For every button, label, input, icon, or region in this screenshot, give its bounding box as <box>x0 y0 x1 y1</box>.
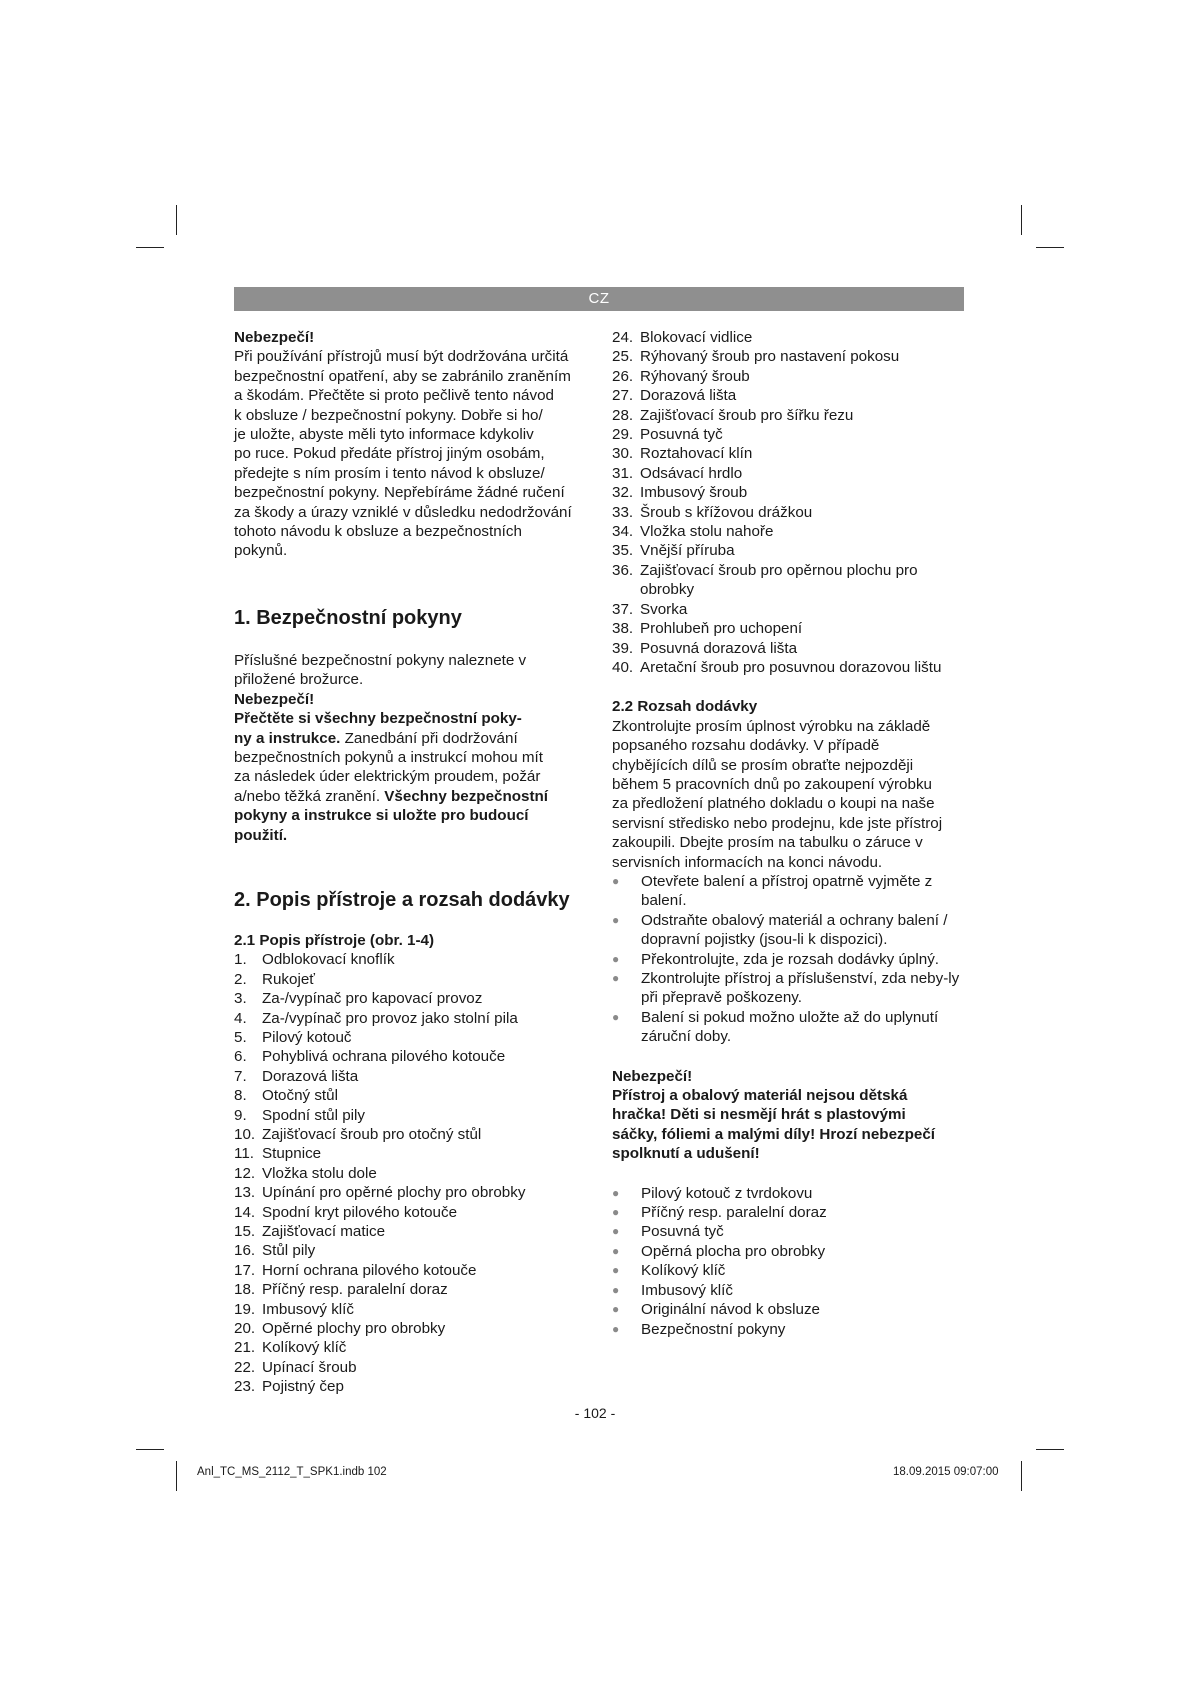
list-item-number: 30. <box>612 445 634 463</box>
text-line: Přečtěte si všechny bezpečnostní poky- <box>234 710 522 728</box>
list-item <box>234 989 594 1008</box>
warning-text <box>612 1086 964 1164</box>
bullet-item <box>612 969 964 1008</box>
list-item-text: Vložka stolu dole <box>262 1164 377 1182</box>
section-2-2-paragraph <box>612 717 964 872</box>
list-item-number: 36. <box>612 561 634 579</box>
list-item-number: 25. <box>612 348 634 366</box>
list-item-number: 28. <box>612 406 634 424</box>
text-line: pokyny a instrukce si uložte pro budoucí <box>234 807 529 825</box>
list-item <box>612 444 964 463</box>
text-line: Zkontrolujte prosím úplnost výrobku na základě <box>612 717 931 735</box>
footer-timestamp: 18.09.2015 09:07:00 <box>893 1466 999 1478</box>
list-item-text: Zajišťovací šroub pro opěrnou plochu pro obrobky <box>640 561 918 599</box>
list-item <box>234 1183 594 1202</box>
list-item-number: 35. <box>612 542 634 560</box>
bullet-icon: ● <box>612 1224 620 1239</box>
bullet-icon: ● <box>612 1302 620 1317</box>
list-item-number: 14. <box>234 1203 256 1221</box>
list-item-number: 19. <box>234 1300 256 1318</box>
text-line: popsaného rozsahu dodávky. V případě <box>612 737 880 755</box>
bold-span: Všechny bezpečnostní <box>384 787 549 805</box>
list-item <box>234 1106 594 1125</box>
bullet-text: Originální návod k obsluze <box>641 1301 820 1319</box>
bullet-item <box>612 1008 964 1047</box>
list-item-number: 27. <box>612 387 634 405</box>
list-item-text: Odblokovací knoflík <box>262 951 395 969</box>
parts-list <box>612 328 964 677</box>
list-item-text: Prohlubeň pro uchopení <box>640 620 803 638</box>
list-item-text: Zajišťovací šroub pro otočný stůl <box>262 1126 482 1143</box>
list-item-number: 20. <box>234 1320 256 1338</box>
list-item <box>612 541 964 560</box>
text-line: bezpečnostních pokynů a instrukcí mohou mít <box>234 748 543 766</box>
text-line: použití. <box>234 826 288 844</box>
list-item-text: Pilový kotouč <box>262 1028 352 1046</box>
delivery-contents-list <box>612 1184 964 1339</box>
text-line: zakoupili. Dbejte prosím na tabulku o záruce v <box>612 834 923 852</box>
list-item-text: Pojistný čep <box>262 1378 344 1396</box>
list-item-text: Rýhovaný šroub pro nastavení pokosu <box>640 348 900 366</box>
list-item <box>612 619 964 638</box>
intro-line: je uložte, abyste měli tyto informace kdykoliv <box>234 426 534 444</box>
bullet-text: Opěrná plocha pro obrobky <box>641 1242 826 1260</box>
list-item-number: 18. <box>234 1281 256 1299</box>
bullet-item <box>612 1222 964 1241</box>
list-item-text: Upínací šroub <box>262 1358 357 1376</box>
list-item <box>612 600 964 619</box>
text-line: chybějících dílů se prosím obraťte nejpozději <box>612 756 914 774</box>
list-item-text: Spodní kryt pilového kotouče <box>262 1203 458 1221</box>
section-1-warning-title: Nebezpečí! <box>234 690 315 708</box>
list-item <box>234 1319 594 1338</box>
list-item-text: Zajišťovací šroub pro šířku řezu <box>640 406 854 424</box>
list-item-number: 22. <box>234 1358 256 1376</box>
bullet-text: Odstraňte obalový materiál a ochrany balení / dopravní pojistky (jsou-li k dispozici). <box>641 911 948 949</box>
list-item-number: 39. <box>612 639 634 657</box>
list-item-number: 21. <box>234 1339 256 1357</box>
bullet-text: Překontrolujte, zda je rozsah dodávky úplný. <box>641 950 940 968</box>
list-item <box>234 1300 594 1319</box>
list-item-text: Za-/vypínač pro kapovací provoz <box>262 990 483 1008</box>
parts-list <box>234 950 594 1396</box>
list-item <box>234 1241 594 1260</box>
list-item <box>612 503 964 522</box>
crop-mark <box>176 1461 177 1491</box>
list-item-text: Opěrné plochy pro obrobky <box>262 1320 446 1338</box>
bullet-item <box>612 1242 964 1261</box>
bullet-icon: ● <box>612 912 620 927</box>
list-item-text: Vnější příruba <box>640 542 735 560</box>
list-item-number: 13. <box>234 1184 256 1202</box>
list-item-number: 33. <box>612 503 634 521</box>
bullet-text: Pilový kotouč z tvrdokovu <box>641 1184 813 1202</box>
page-number: - 102 - <box>574 1405 616 1421</box>
list-item-number: 6. <box>234 1048 247 1066</box>
crop-mark <box>1036 247 1064 248</box>
list-item <box>234 1086 594 1105</box>
list-item <box>234 1358 594 1377</box>
intro-warning-title: Nebezpečí! <box>234 329 315 346</box>
intro-line: po ruce. Pokud předáte přístroj jiným osobám, <box>234 445 545 463</box>
list-item <box>234 1009 594 1028</box>
left-column <box>234 328 594 1397</box>
section-1-heading: 1. Bezpečnostní pokyny <box>234 606 462 629</box>
list-item-number: 10. <box>234 1126 256 1143</box>
list-item <box>234 1222 594 1241</box>
text-line: spolknutí a udušení! <box>612 1145 760 1163</box>
list-item <box>234 950 594 969</box>
list-item-text: Imbusový šroub <box>640 484 748 502</box>
list-item-number: 38. <box>612 620 634 638</box>
text-line: během 5 pracovních dnů po zakoupení výrobku <box>612 775 932 793</box>
bullet-icon: ● <box>612 1205 620 1220</box>
list-item <box>234 1261 594 1280</box>
plain-span: a/nebo těžká zranění. <box>234 787 385 805</box>
list-item <box>612 464 964 483</box>
list-item <box>234 1067 594 1086</box>
list-item <box>612 328 964 347</box>
bullet-icon: ● <box>612 1263 620 1278</box>
list-item-number: 29. <box>612 426 634 444</box>
bullet-item <box>612 1184 964 1203</box>
list-item-number: 9. <box>234 1106 247 1124</box>
text-line: za předložení platného dokladu o koupi na naše <box>612 795 935 813</box>
bullet-item <box>612 1281 964 1300</box>
bullet-item <box>612 1261 964 1280</box>
intro-line: k obsluze / bezpečnostní pokyny. Dobře si ho/ <box>234 406 543 424</box>
list-item-text: Upínání pro opěrné plochy pro obrobky <box>262 1184 526 1202</box>
text-line <box>234 729 594 748</box>
list-item-number: 17. <box>234 1261 256 1279</box>
bullet-item <box>612 950 964 969</box>
list-item <box>612 639 964 658</box>
intro-line: a škodám. Přečtěte si proto pečlivě tento návod <box>234 387 554 405</box>
bullet-icon: ● <box>612 1321 620 1336</box>
list-item-text: Svorka <box>640 600 688 618</box>
list-item <box>612 561 964 600</box>
list-item <box>234 1144 594 1163</box>
list-item-text: Horní ochrana pilového kotouče <box>262 1261 477 1279</box>
text-line <box>234 787 594 806</box>
intro-line: předejte s ním prosím i tento návod k obsluze/ <box>234 464 545 482</box>
list-item-text: Kolíkový klíč <box>262 1339 347 1357</box>
list-item <box>612 522 964 541</box>
intro-line: bezpečnostní opatření, aby se zabránilo zraněním <box>234 367 571 385</box>
list-item-number: 37. <box>612 600 634 618</box>
list-item <box>234 1203 594 1222</box>
list-item-number: 32. <box>612 484 634 502</box>
list-item-text: Stupnice <box>262 1145 322 1163</box>
list-item <box>612 658 964 677</box>
list-item-number: 40. <box>612 658 634 676</box>
list-item-text: Za-/vypínač pro provoz jako stolní pila <box>262 1009 518 1027</box>
text-line: Přístroj a obalový materiál nejsou dětská <box>612 1087 908 1105</box>
plain-span: Zanedbání při dodržování <box>340 729 518 747</box>
bullet-icon: ● <box>612 873 620 888</box>
text-line: Příslušné bezpečnostní pokyny naleznete v <box>234 651 527 669</box>
section-2-1-heading: 2.1 Popis přístroje (obr. 1-4) <box>234 931 435 949</box>
section-2-2-heading: 2.2 Rozsah dodávky <box>612 698 758 716</box>
list-item-text: Posuvná dorazová lišta <box>640 639 798 657</box>
bullet-item <box>612 872 964 911</box>
bullet-icon: ● <box>612 1282 620 1297</box>
list-item <box>234 1047 594 1066</box>
list-item-text: Aretační šroub pro posuvnou dorazovou lištu <box>640 658 942 676</box>
list-item-number: 7. <box>234 1067 247 1085</box>
warning-title: Nebezpečí! <box>612 1067 693 1085</box>
intro-line: Při používání přístrojů musí být dodržována určitá <box>234 348 569 366</box>
list-item-number: 8. <box>234 1087 247 1105</box>
language-header-bar <box>234 287 964 311</box>
list-item-text: Odsávací hrdlo <box>640 464 743 482</box>
list-item-text: Rýhovaný šroub <box>640 367 750 385</box>
list-item <box>234 1280 594 1299</box>
section-2-heading: 2. Popis přístroje a rozsah dodávky <box>234 888 570 911</box>
list-item-text: Pohyblivá ochrana pilového kotouče <box>262 1048 506 1066</box>
text-line: servisních informacích na konci návodu. <box>612 853 883 871</box>
list-item-number: 3. <box>234 990 247 1008</box>
intro-line: za škody a úrazy vzniklé v důsledku nedodržování <box>234 503 572 521</box>
list-item-text: Dorazová lišta <box>640 387 737 405</box>
list-item-text: Blokovací vidlice <box>640 329 753 346</box>
list-item-text: Rukojeť <box>262 970 315 988</box>
list-item-text: Dorazová lišta <box>262 1067 359 1085</box>
bullet-icon: ● <box>612 1243 620 1258</box>
text-line: sáčky, fóliemi a malými díly! Hrozí nebezpečí <box>612 1125 935 1143</box>
bullet-text: Příčný resp. paralelní doraz <box>641 1204 827 1222</box>
list-item-number: 4. <box>234 1009 247 1027</box>
list-item-text: Šroub s křížovou drážkou <box>640 503 813 521</box>
bold-span: ny a instrukce. <box>234 729 341 747</box>
crop-mark <box>1021 1461 1022 1491</box>
bullet-text: Posuvná tyč <box>641 1223 724 1241</box>
crop-mark <box>176 205 177 235</box>
bullet-icon: ● <box>612 1009 620 1024</box>
delivery-check-list <box>612 872 964 1047</box>
list-item-number: 16. <box>234 1242 256 1260</box>
bullet-item <box>612 1320 964 1339</box>
list-item <box>234 970 594 989</box>
section-1-paragraph <box>234 651 594 845</box>
intro-paragraph <box>234 347 594 560</box>
bullet-icon: ● <box>612 971 620 985</box>
list-item <box>612 367 964 386</box>
list-item-number: 24. <box>612 329 634 346</box>
intro-line: bezpečnostní pokyny. Nepřebíráme žádné ručení <box>234 484 565 502</box>
list-item-text: Příčný resp. paralelní doraz <box>262 1281 448 1299</box>
bullet-icon: ● <box>612 1185 620 1200</box>
list-item <box>612 386 964 405</box>
text-line: přiložené brožurce. <box>234 671 364 689</box>
list-item <box>234 1125 594 1144</box>
list-item-text: Stůl pily <box>262 1242 316 1260</box>
bullet-text: Balení si pokud možno uložte až do uplynutí záruční doby. <box>641 1008 939 1046</box>
list-item-number: 11. <box>234 1145 254 1163</box>
list-item-number: 12. <box>234 1164 256 1182</box>
list-item-number: 15. <box>234 1223 256 1241</box>
list-item-text: Roztahovací klín <box>640 445 753 463</box>
list-item-number: 31. <box>612 464 634 482</box>
text-line: za následek úder elektrickým proudem, požár <box>234 768 541 786</box>
list-item-text: Posuvná tyč <box>640 426 723 444</box>
list-item-number: 2. <box>234 970 247 988</box>
text-line: hračka! Děti si nesmějí hrát s plastovými <box>612 1106 906 1124</box>
list-item-text: Otočný stůl <box>262 1087 338 1105</box>
footer-filename: Anl_TC_MS_2112_T_SPK1.indb 102 <box>197 1466 387 1478</box>
list-item <box>234 1338 594 1357</box>
list-item-text: Spodní stůl pily <box>262 1106 365 1124</box>
list-item-number: 26. <box>612 367 634 385</box>
bullet-text: Zkontrolujte přístroj a příslušenství, zda neby-ly při přepravě poškozeny. <box>641 970 960 1007</box>
list-item <box>234 1028 594 1047</box>
intro-line: pokynů. <box>234 542 288 560</box>
list-item-text: Zajišťovací matice <box>262 1223 386 1241</box>
bullet-text: Imbusový klíč <box>641 1281 733 1299</box>
bullet-text: Otevřete balení a přístroj opatrně vyjměte z balení. <box>641 872 933 910</box>
list-item <box>612 406 964 425</box>
list-item-text: Vložka stolu nahoře <box>640 523 774 541</box>
list-item <box>234 1164 594 1183</box>
right-column <box>612 328 964 1339</box>
intro-line: tohoto návodu k obsluze a bezpečnostních <box>234 523 522 541</box>
list-item <box>234 1377 594 1396</box>
language-code: CZ <box>588 290 610 307</box>
bullet-item <box>612 911 964 950</box>
list-item <box>612 425 964 444</box>
bullet-text: Kolíkový klíč <box>641 1262 726 1280</box>
list-item-number: 34. <box>612 523 634 541</box>
list-item-number: 1. <box>234 951 247 969</box>
crop-mark <box>136 1449 164 1450</box>
crop-mark <box>136 247 164 248</box>
crop-mark <box>1036 1449 1064 1450</box>
list-item-number: 5. <box>234 1028 247 1046</box>
bullet-text: Bezpečnostní pokyny <box>641 1320 786 1338</box>
bullet-item <box>612 1203 964 1222</box>
bullet-item <box>612 1300 964 1319</box>
list-item-text: Imbusový klíč <box>262 1300 354 1318</box>
list-item-number: 23. <box>234 1378 256 1396</box>
crop-mark <box>1021 205 1022 235</box>
list-item <box>612 483 964 502</box>
text-line: servisní středisko nebo prodejnu, kde jste přístroj <box>612 814 943 832</box>
bullet-icon: ● <box>612 951 620 966</box>
list-item <box>612 347 964 366</box>
